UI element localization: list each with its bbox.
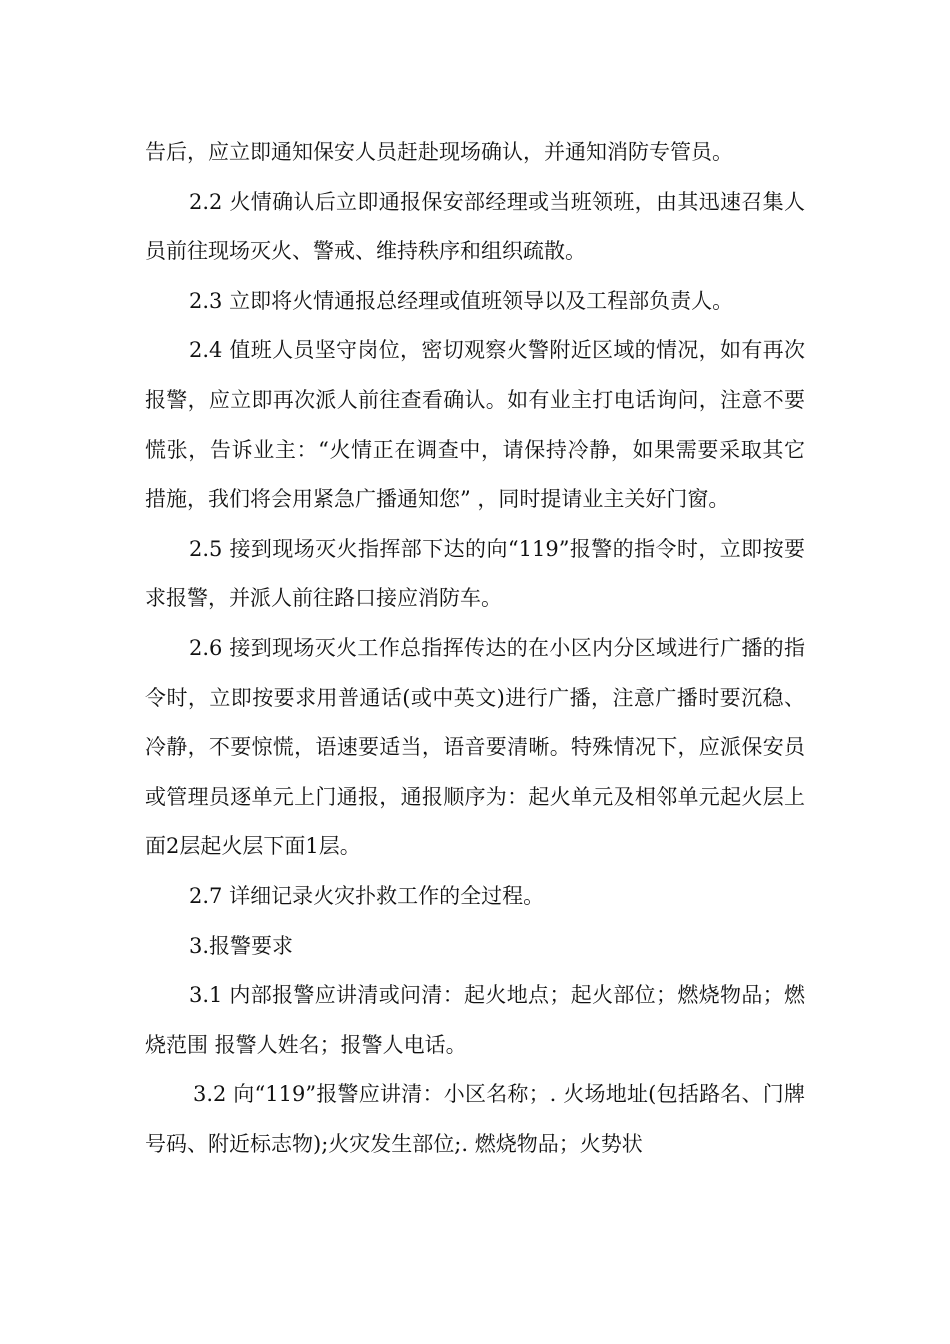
paragraph-2-7: 2.7 详细记录火灾扑救工作的全过程。 [189, 883, 545, 908]
paragraph-2-5: 2.5 接到现场灭火指挥部下达的向“119”报警的指令时，立即按要求报警，并派人前往路口接应消防车。 [145, 536, 805, 611]
paragraph-2-4: 2.4 值班人员坚守岗位，密切观察火警附近区域的情况，如有再次报警，应立即再次派人前往查看确认。如有业主打电话询问，注意不要慌张，告诉业主：“火情正在调查中，请保持冷静，如果需要采取其它措施，我们将会用紧急广播通知您” ，同时提请业主关好门窗。 [145, 338, 805, 512]
paragraph-3-2: 3.2 向“119”报警应讲清：小区名称；. 火场地址(包括路名、门牌号码、附近标志物);火灾发生部位;. 燃烧物品；火势状 [145, 1082, 805, 1156]
document-body [145, 128, 805, 1169]
paragraph-continuation: 告后，应立即通知保安人员赶赴现场确认，并通知消防专管员。 [145, 140, 733, 164]
paragraph-2-3: 2.3 立即将火情通报总经理或值班领导以及工程部负责人。 [189, 288, 734, 313]
paragraph-2-2: 2.2 火情确认后立即通报保安部经理或当班领班，由其迅速召集人员前往现场灭火、警戒、维持秩序和组织疏散。 [145, 189, 805, 264]
section-heading-3: 3.报警要求 [189, 933, 294, 958]
paragraph-3-1: 3.1 内部报警应讲清或问清：起火地点；起火部位；燃烧物品；燃烧范围 报警人姓名；报警人电话。 [145, 983, 805, 1057]
paragraph-2-6: 2.6 接到现场灭火工作总指挥传达的在小区内分区域进行广播的指令时，立即按要求用普通话(或中英文)进行广播，注意广播时要沉稳、冷静，不要惊慌，语速要适当，语音要清晰。特殊情况下，应派保安员或管理员逐单元上门通报，通报顺序为：起火单元及相邻单元起火层上面2层起火层下面1层。 [145, 635, 805, 859]
